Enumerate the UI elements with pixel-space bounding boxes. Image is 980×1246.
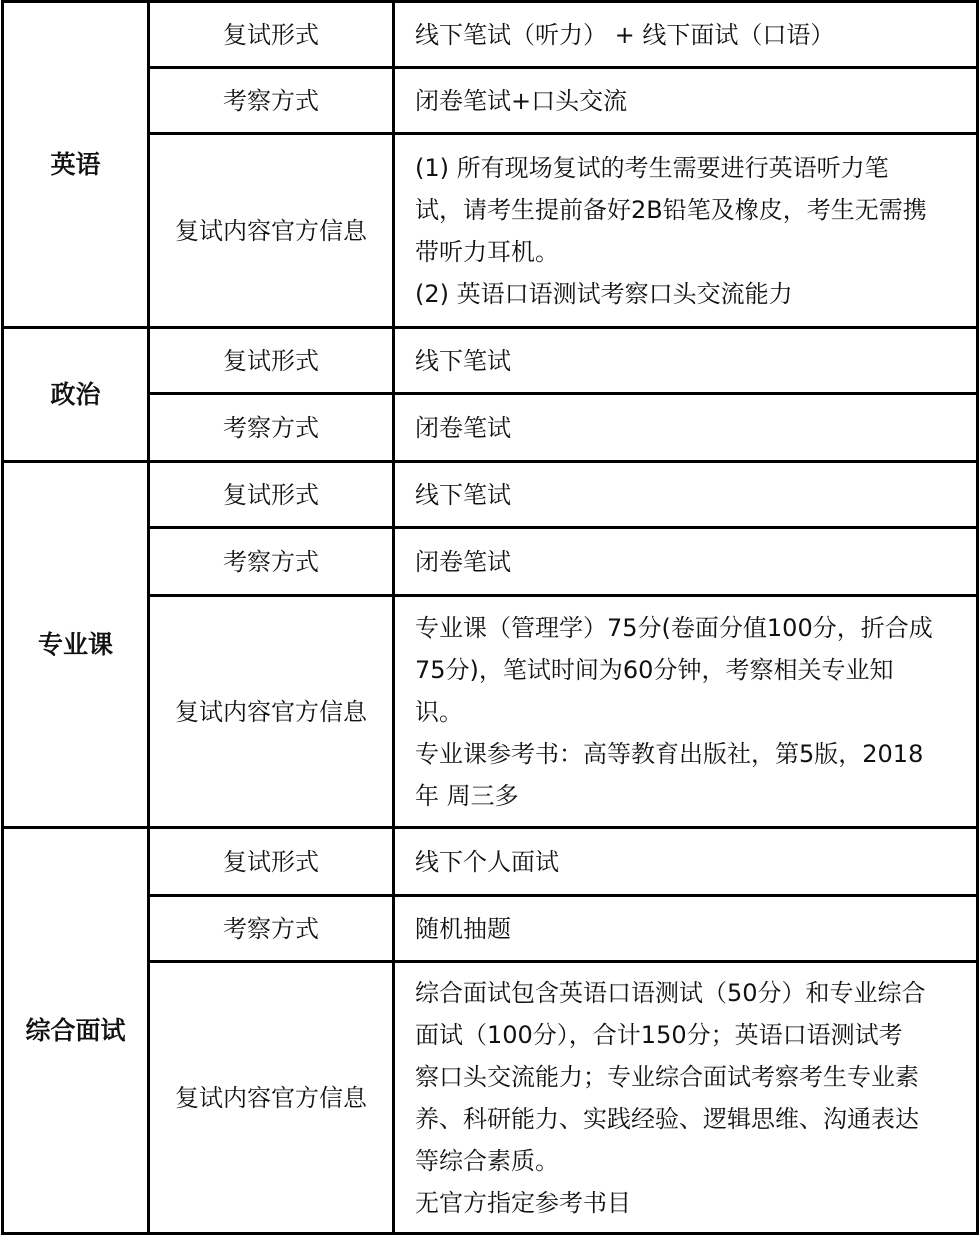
row-value — [394, 962, 978, 1234]
value-line: (2) 英语口语测试考察口头交流能力 — [415, 279, 793, 308]
value-line: 年 周三多 — [415, 781, 519, 810]
value-line: 识。 — [415, 697, 463, 726]
table-row — [3, 394, 978, 462]
retest-info-table — [1, 0, 979, 1235]
row-value — [394, 68, 978, 134]
row-label: 复试内容官方信息 — [149, 962, 394, 1234]
value-line: 闭卷笔试 — [415, 547, 511, 576]
row-label: 复试形式 — [149, 462, 394, 528]
row-value — [394, 596, 978, 828]
row-label: 复试形式 — [149, 828, 394, 896]
value-line: 养、科研能力、实践经验、逻辑思维、沟通表达 — [415, 1104, 919, 1133]
value-line: 闭卷笔试 — [415, 413, 511, 442]
table-row — [3, 134, 978, 328]
value-line: 无官方指定参考书目 — [415, 1188, 631, 1217]
value-line: (1) 所有现场复试的考生需要进行英语听力笔 — [415, 153, 889, 182]
row-value — [394, 394, 978, 462]
value-line: 线下笔试（听力） + 线下面试（口语） — [415, 20, 835, 49]
row-label: 复试内容官方信息 — [149, 596, 394, 828]
value-line: 随机抽题 — [415, 914, 511, 943]
table-row — [3, 828, 978, 896]
value-line: 专业课参考书：高等教育出版社，第5版，2018 — [415, 739, 924, 768]
value-line: 带听力耳机。 — [415, 237, 559, 266]
value-line: 察口头交流能力；专业综合面试考察考生专业素 — [415, 1062, 919, 1091]
subject-cell-interview: 综合面试 — [3, 828, 149, 1234]
table-row — [3, 896, 978, 962]
row-value — [394, 896, 978, 962]
row-label: 复试形式 — [149, 2, 394, 68]
row-value — [394, 828, 978, 896]
row-label: 考察方式 — [149, 68, 394, 134]
row-value — [394, 328, 978, 394]
subject-cell-politics: 政治 — [3, 328, 149, 462]
row-label: 复试内容官方信息 — [149, 134, 394, 328]
table-row — [3, 962, 978, 1234]
table-row — [3, 328, 978, 394]
table-row — [3, 68, 978, 134]
row-label: 复试形式 — [149, 328, 394, 394]
value-line: 面试（100分），合计150分；英语口语测试考 — [415, 1020, 903, 1049]
value-line: 75分)，笔试时间为60分钟，考察相关专业知 — [415, 655, 894, 684]
value-line: 线下个人面试 — [415, 847, 559, 876]
value-line: 闭卷笔试+口头交流 — [415, 86, 628, 115]
table-row — [3, 528, 978, 596]
value-line: 试，请考生提前备好2B铅笔及橡皮，考生无需携 — [415, 195, 927, 224]
row-value — [394, 528, 978, 596]
value-line: 线下笔试 — [415, 480, 511, 509]
row-value — [394, 462, 978, 528]
row-label: 考察方式 — [149, 528, 394, 596]
value-line: 线下笔试 — [415, 346, 511, 375]
subject-cell-english: 英语 — [3, 2, 149, 328]
table-row — [3, 596, 978, 828]
value-line: 综合面试包含英语口语测试（50分）和专业综合 — [415, 978, 926, 1007]
row-label: 考察方式 — [149, 394, 394, 462]
value-line: 等综合素质。 — [415, 1146, 559, 1175]
row-label: 考察方式 — [149, 896, 394, 962]
row-value — [394, 134, 978, 328]
subject-cell-major: 专业课 — [3, 462, 149, 828]
value-line: 专业课（管理学）75分(卷面分值100分，折合成 — [415, 613, 933, 642]
row-value — [394, 2, 978, 68]
table-row — [3, 462, 978, 528]
table-row — [3, 2, 978, 68]
